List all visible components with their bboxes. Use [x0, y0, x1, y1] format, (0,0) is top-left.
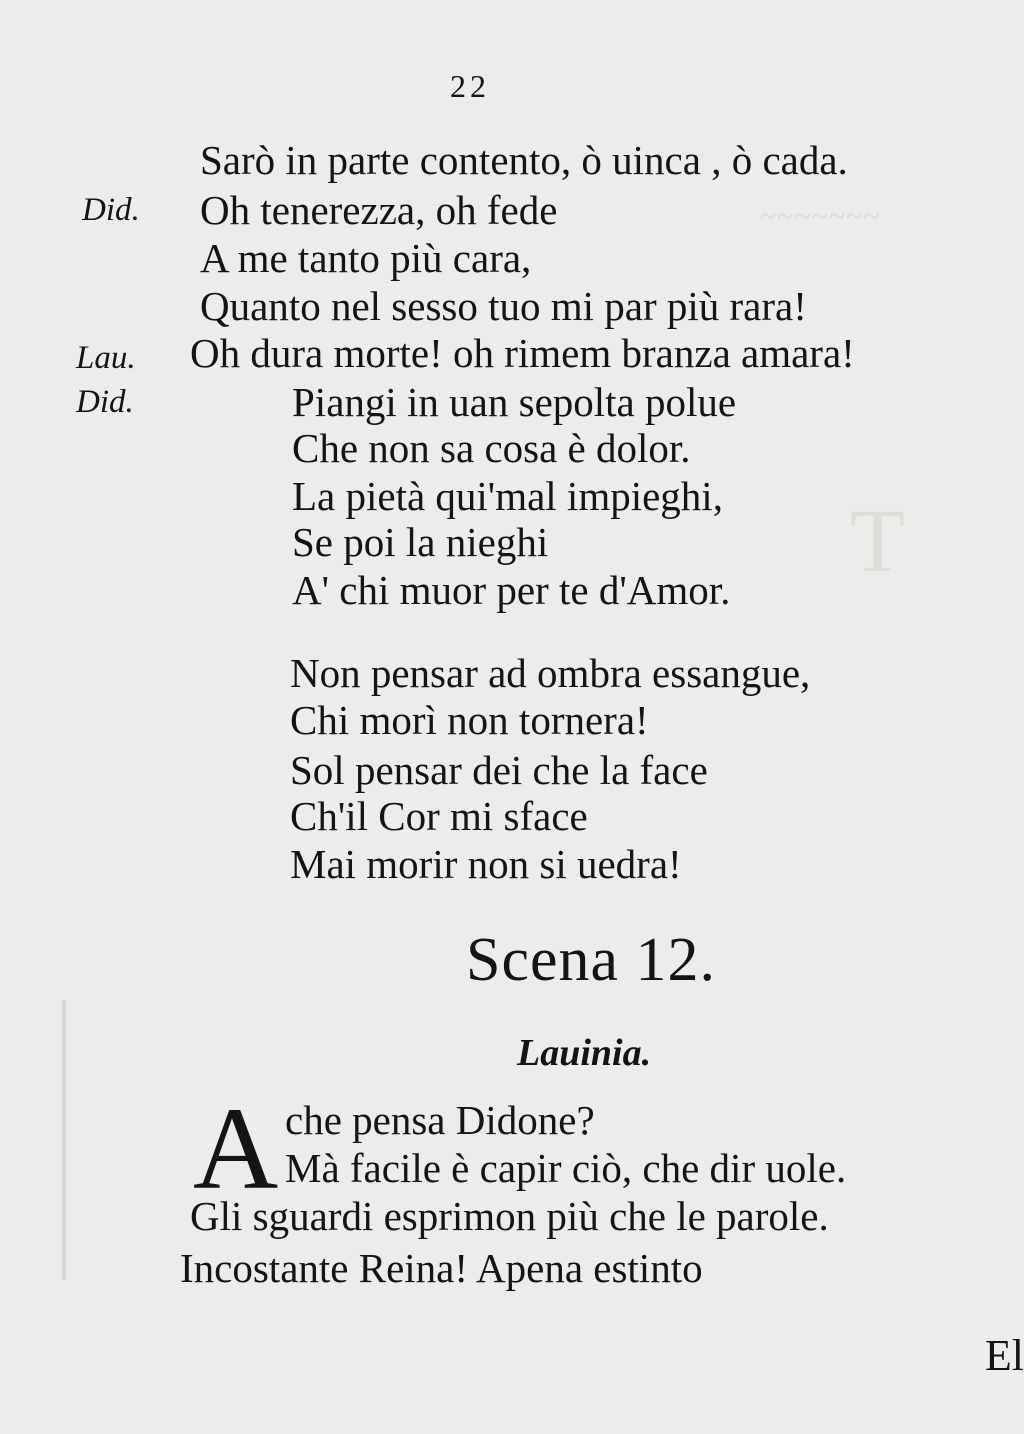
verse-line: Che non sa cosa è dolor. — [292, 425, 691, 471]
bleed-through-initial: T — [850, 492, 905, 591]
catchword: El — [984, 1331, 1024, 1380]
verse-line: A me tanto più cara, — [200, 235, 532, 281]
verse-line: Oh dura morte! oh rimem branza amara! — [190, 330, 855, 376]
verse-line: Quanto nel sesso tuo mi par più rara! — [200, 283, 807, 329]
verse-line: Mai morir non si uedra! — [290, 841, 682, 887]
verse-line: A' chi muor per te d'Amor. — [292, 567, 731, 613]
verse-line: Piangi in uan sepolta polue — [292, 379, 737, 425]
verse-line: Se poi la nieghi — [292, 519, 549, 565]
scene-title: Scena 12. — [466, 926, 717, 994]
verse-line: Sarò in parte contento, ò uinca , ò cada. — [200, 137, 848, 183]
page-header — [450, 68, 490, 105]
verse-line: Oh tenerezza, oh fede — [200, 187, 558, 233]
verse-line: Chi morì non tornera! — [290, 697, 649, 743]
verse-line: Ch'il Cor mi sface — [290, 793, 588, 839]
verse-line: Incostante Reina! Apena estinto — [180, 1245, 703, 1291]
verse-line: Non pensar ad ombra essangue, — [290, 650, 811, 696]
verse-line: Sol pensar dei che la face — [290, 747, 708, 793]
speaker-label: Lau. — [76, 340, 136, 376]
drop-cap: A — [193, 1083, 279, 1214]
character-heading: Lauinia. — [517, 1032, 652, 1074]
verse-line: che pensa Didone? — [285, 1097, 595, 1143]
page-number: 22 — [450, 68, 490, 104]
bleed-through: ~~~~~~~ — [760, 200, 881, 233]
verse-line: Gli sguardi esprimon più che le parole. — [190, 1193, 829, 1239]
page-edge-shadow — [62, 1000, 66, 1280]
verse-line: Mà facile è capir ciò, che dir uole. — [285, 1145, 847, 1191]
verse-line: La pietà qui'mal impieghi, — [292, 473, 723, 519]
speaker-label: Did. — [76, 384, 134, 420]
speaker-label: Did. — [82, 192, 140, 228]
